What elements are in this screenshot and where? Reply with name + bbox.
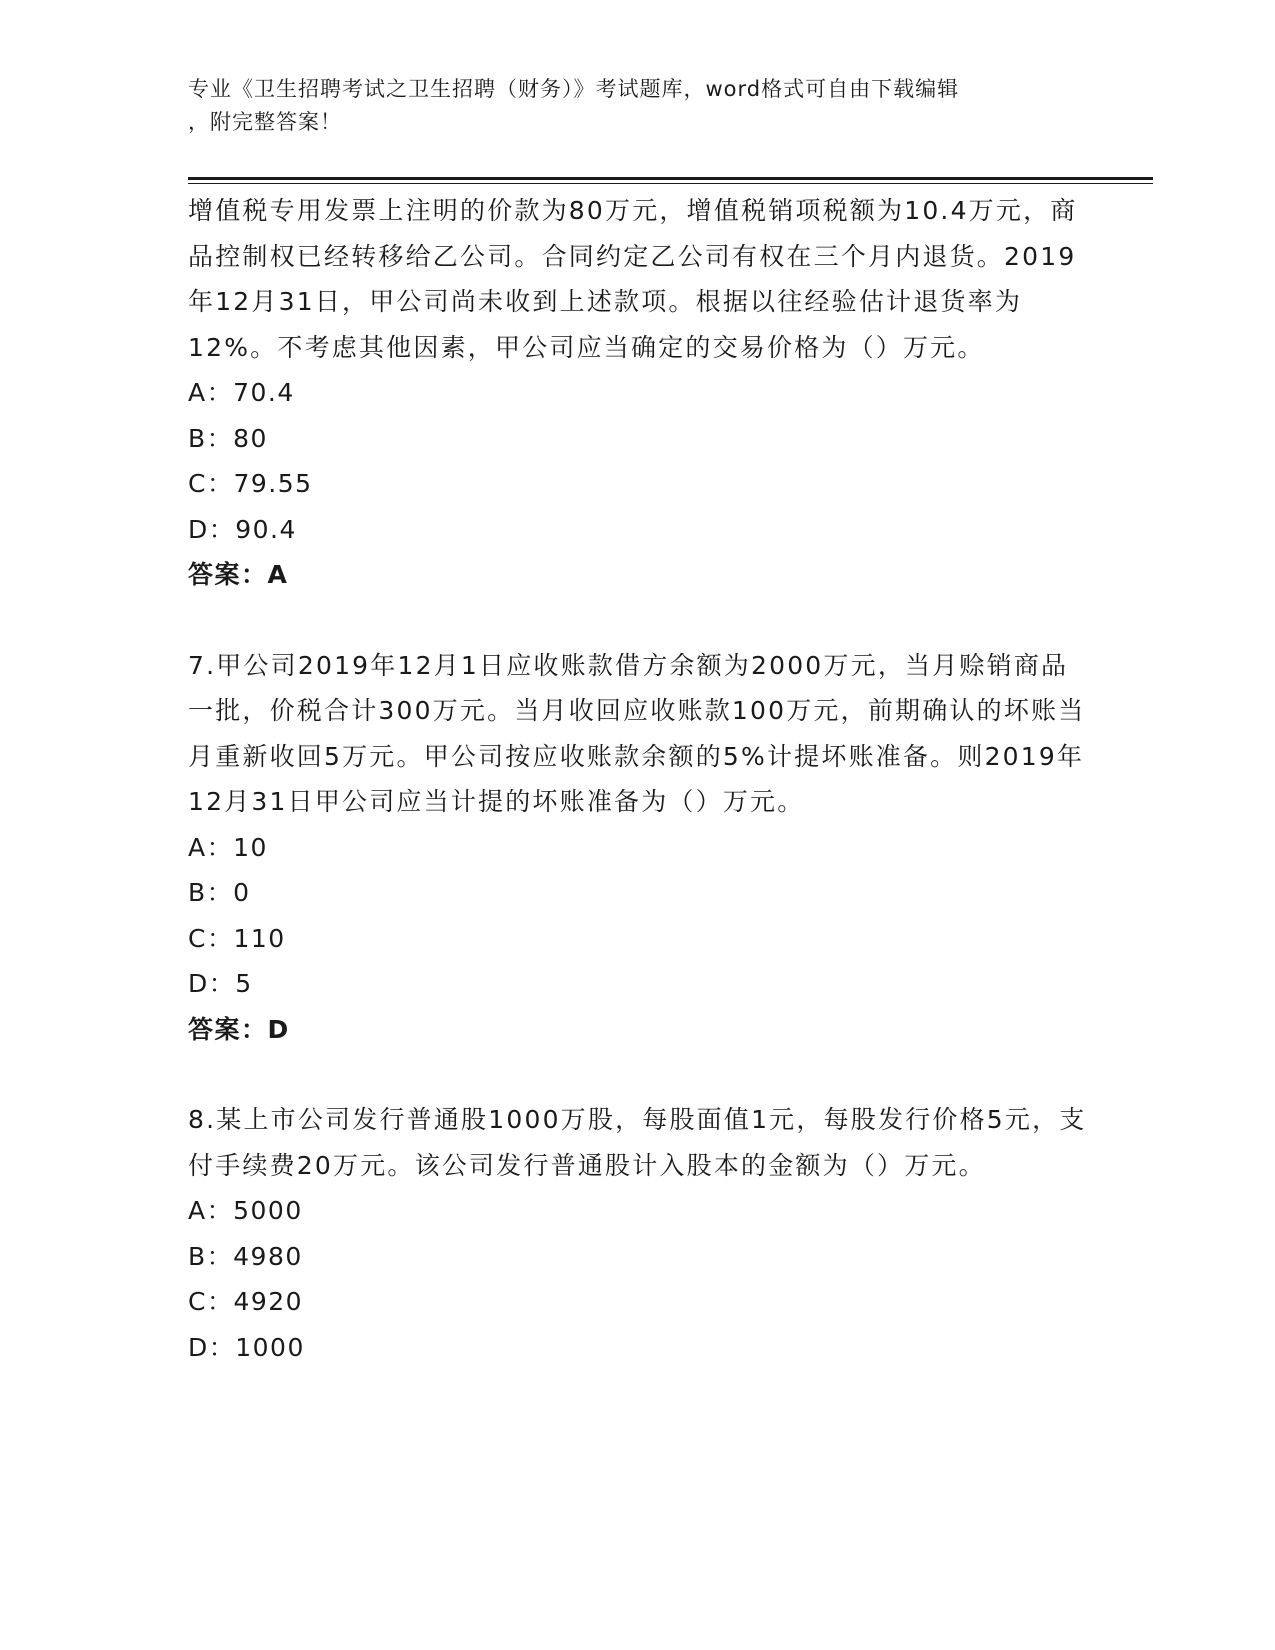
question-8-option-c: C：4920 — [188, 1287, 304, 1316]
header-rule-thin — [188, 183, 1153, 184]
question-6-option-c: C：79.55 — [188, 469, 313, 498]
question-6-option-b: B：80 — [188, 423, 268, 453]
page-header — [188, 73, 1088, 139]
question-7 — [188, 643, 1088, 1053]
question-7-option-b: B：0 — [188, 878, 251, 907]
question-7-answer: 答案：D — [188, 1014, 290, 1044]
question-8-option-a: A：5000 — [188, 1196, 303, 1225]
question-6 — [188, 188, 1088, 598]
question-8 — [188, 1097, 1088, 1370]
question-6-option-d: D：90.4 — [188, 514, 297, 544]
question-7-stem: 7.甲公司2019年12月1日应收账款借方余额为2000万元，当月赊销商品一批，价税合计300万元。当月收回应收账款100万元，前期确认的坏账当月重新收回5万元。甲公司按应收账款余额的5%计提坏账准备。则2019年12月31日甲公司应当计提的坏账准备为（）万元。 — [188, 650, 1086, 816]
question-6-stem: 增值税专用发票上注明的价款为80万元，增值税销项税额为10.4万元，商品控制权已经转移给乙公司。合同约定乙公司有权在三个月内退货。2019年12月31日，甲公司尚未收到上述款项。根据以往经验估计退货率为12%。不考虑其他因素，甲公司应当确定的交易价格为（）万元。 — [188, 196, 1078, 362]
header-rule-thick — [188, 177, 1153, 180]
question-7-option-d: D：5 — [188, 969, 253, 998]
question-list — [188, 188, 1088, 1370]
question-8-option-d: D：1000 — [188, 1332, 305, 1362]
header-title-line-1: 专业《卫生招聘考试之卫生招聘（财务）》考试题库，word格式可自由下载编辑 — [188, 77, 960, 101]
question-spacer — [188, 598, 1088, 643]
question-6-option-a: A：70.4 — [188, 378, 295, 407]
header-title-line-2: ，附完整答案！ — [188, 110, 342, 134]
question-spacer — [188, 1052, 1088, 1097]
question-8-stem: 8.某上市公司发行普通股1000万股，每股面值1元，每股发行价格5元，支付手续费20万元。该公司发行普通股计入股本的金额为（）万元。 — [188, 1105, 1087, 1180]
question-7-option-a: A：10 — [188, 832, 268, 862]
question-6-answer: 答案：A — [188, 560, 289, 589]
question-8-option-b: B：4980 — [188, 1241, 303, 1271]
question-7-option-c: C：110 — [188, 923, 286, 953]
